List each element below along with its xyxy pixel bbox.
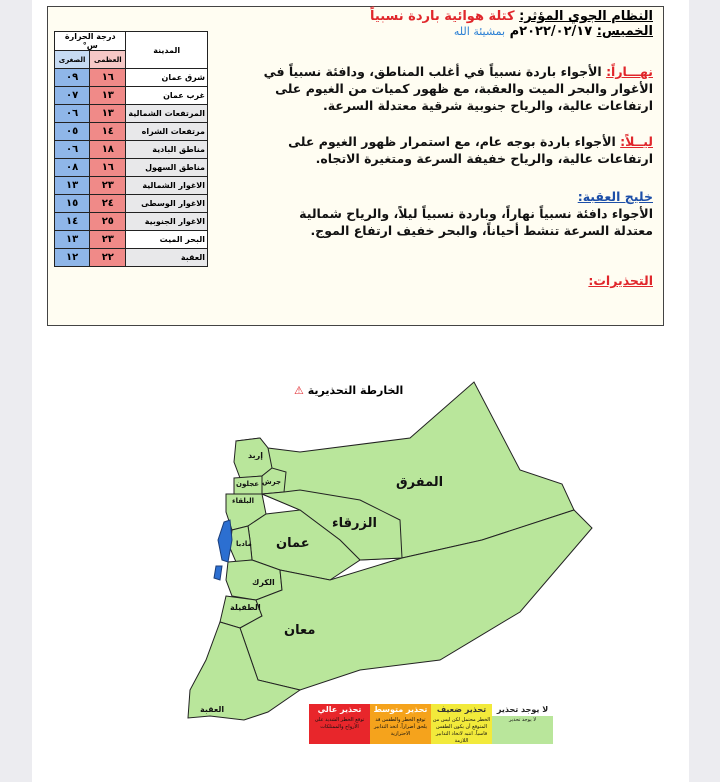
weather-system-key: النظام الجوي المؤثر: [519, 9, 653, 24]
min-temp-cell: ٠٦ [55, 141, 90, 159]
map-label-irbid: إربد [248, 451, 263, 460]
aqaba-text: الأجواء دافئة نسبياً نهاراً، وباردة نسبياً ليلاً، والرياح شمالية معتدلة السرعة تنشط أحياناً، والبحر خفيف ارتفاع الموج. [299, 206, 653, 238]
legend-description: توقع الخطر والطقس قد يلحق أضراراً. اتخذ التدابير الاحترازية [370, 716, 431, 744]
warnings-label: التحذيرات: [588, 273, 653, 288]
max-temp-cell: ١٦ [90, 69, 126, 87]
max-temp-cell: ١٦ [90, 159, 126, 177]
warning-legend [309, 704, 553, 744]
city-cell: الاغوار الجنوبية [126, 213, 208, 231]
city-cell: الاغوار الشمالية [126, 177, 208, 195]
max-temp-cell: ١٨ [90, 141, 126, 159]
min-header: الصغرى [55, 51, 90, 69]
legend-description: لا يوجد تحذير [492, 716, 553, 744]
city-cell: مناطق السهول [126, 159, 208, 177]
night-label: ليــلاً: [620, 134, 653, 149]
legend-item [431, 704, 492, 744]
min-temp-cell: ٠٥ [55, 123, 90, 141]
city-cell: شرق عمان [126, 69, 208, 87]
max-temp-cell: ١٣ [90, 105, 126, 123]
city-cell: المرتفعات الشمالية [126, 105, 208, 123]
max-temp-cell: ١٤ [90, 123, 126, 141]
min-temp-cell: ٠٨ [55, 159, 90, 177]
aqaba-label: خليج العقبة: [577, 189, 653, 204]
min-temp-cell: ٠٧ [55, 87, 90, 105]
max-temp-cell: ٢٣ [90, 231, 126, 249]
map-label-tafilah: الطفيلة [230, 603, 261, 612]
max-header: العظمى [90, 51, 126, 69]
min-temp-cell: ١٣ [55, 231, 90, 249]
night-text: الأجواء باردة بوجه عام، مع استمرار ظهور الغيوم على ارتفاعات عالية، والرياح خفيفة السرعة ومتغيرة الاتجاه. [288, 134, 653, 166]
max-temp-cell: ٢٤ [90, 195, 126, 213]
map-label-zarqa: الزرقاء [332, 516, 377, 531]
max-temp-cell: ٢٥ [90, 213, 126, 231]
legend-title: لا يوجد تحذير [492, 704, 553, 716]
max-temp-cell: ٢٢ [90, 249, 126, 267]
max-temp-cell: ٢٣ [90, 177, 126, 195]
god-willing: بمشيئة الله [453, 25, 506, 38]
map-label-mafraq: المفرق [396, 475, 444, 490]
city-header: المدينة [126, 32, 208, 69]
map-label-karak: الكرك [252, 578, 275, 587]
city-cell: مرتفعات الشراه [126, 123, 208, 141]
legend-title: تحذير متوسط [370, 704, 431, 716]
city-cell: العقبة [126, 249, 208, 267]
map-label-madaba: مادبا [236, 540, 252, 548]
city-cell: البحر الميت [126, 231, 208, 249]
forecast-date: ٢٠٢٢/٠٢/١٧م [509, 24, 593, 39]
min-temp-cell: ١٣ [55, 177, 90, 195]
city-cell: الاغوار الوسطى [126, 195, 208, 213]
weather-system-value: كتلة هوائية باردة نسبياً [370, 9, 515, 24]
day-text: الأجواء باردة نسبياً في أغلب المناطق، ودافئة نسبياً في الأغوار والبحر الميت والعقبة، مع ظهور كميات من الغيوم على ارتفاعات عالية، والرياح جنوبية شرقية معتدلة السرعة. [263, 64, 653, 113]
legend-title: تحذير عالي [309, 704, 370, 716]
map-title-text: الخارطة التحذيرية [307, 384, 404, 397]
legend-item [492, 704, 553, 744]
legend-item [309, 704, 370, 744]
legend-description: الخطر محتمل لكن ليس من المتوقع أن يكون الطقس قاسياً. انتبه لاتخاذ التدابير اللازمة [432, 717, 491, 744]
map-label-aqaba: العقبة [200, 705, 225, 714]
map-label-amman: عمان [276, 536, 310, 551]
day-key: الخميس: [596, 24, 653, 39]
city-cell: مناطق البادية [126, 141, 208, 159]
legend-title: تحذير ضعيف [431, 704, 492, 716]
legend-item [370, 704, 431, 744]
map-label-jerash: جرش [262, 478, 282, 486]
max-temp-cell: ١٣ [90, 87, 126, 105]
min-temp-cell: ١٥ [55, 195, 90, 213]
min-temp-cell: ١٢ [55, 249, 90, 267]
city-cell: غرب عمان [126, 87, 208, 105]
legend-description: توقع الخطر الشديد على الأرواح والممتلكات [309, 716, 370, 744]
min-temp-cell: ٠٩ [55, 69, 90, 87]
map-label-maan: معان [284, 623, 316, 638]
day-label: نهـــاراً: [606, 64, 653, 79]
map-label-balqa: البلقاء [232, 497, 254, 505]
warning-triangle-icon: ⚠ [294, 384, 304, 397]
map-label-ajloun: عجلون [236, 480, 260, 488]
min-temp-cell: ٠٦ [55, 105, 90, 123]
temperature-header: درجة الحرارة س° [55, 32, 126, 51]
min-temp-cell: ١٤ [55, 213, 90, 231]
